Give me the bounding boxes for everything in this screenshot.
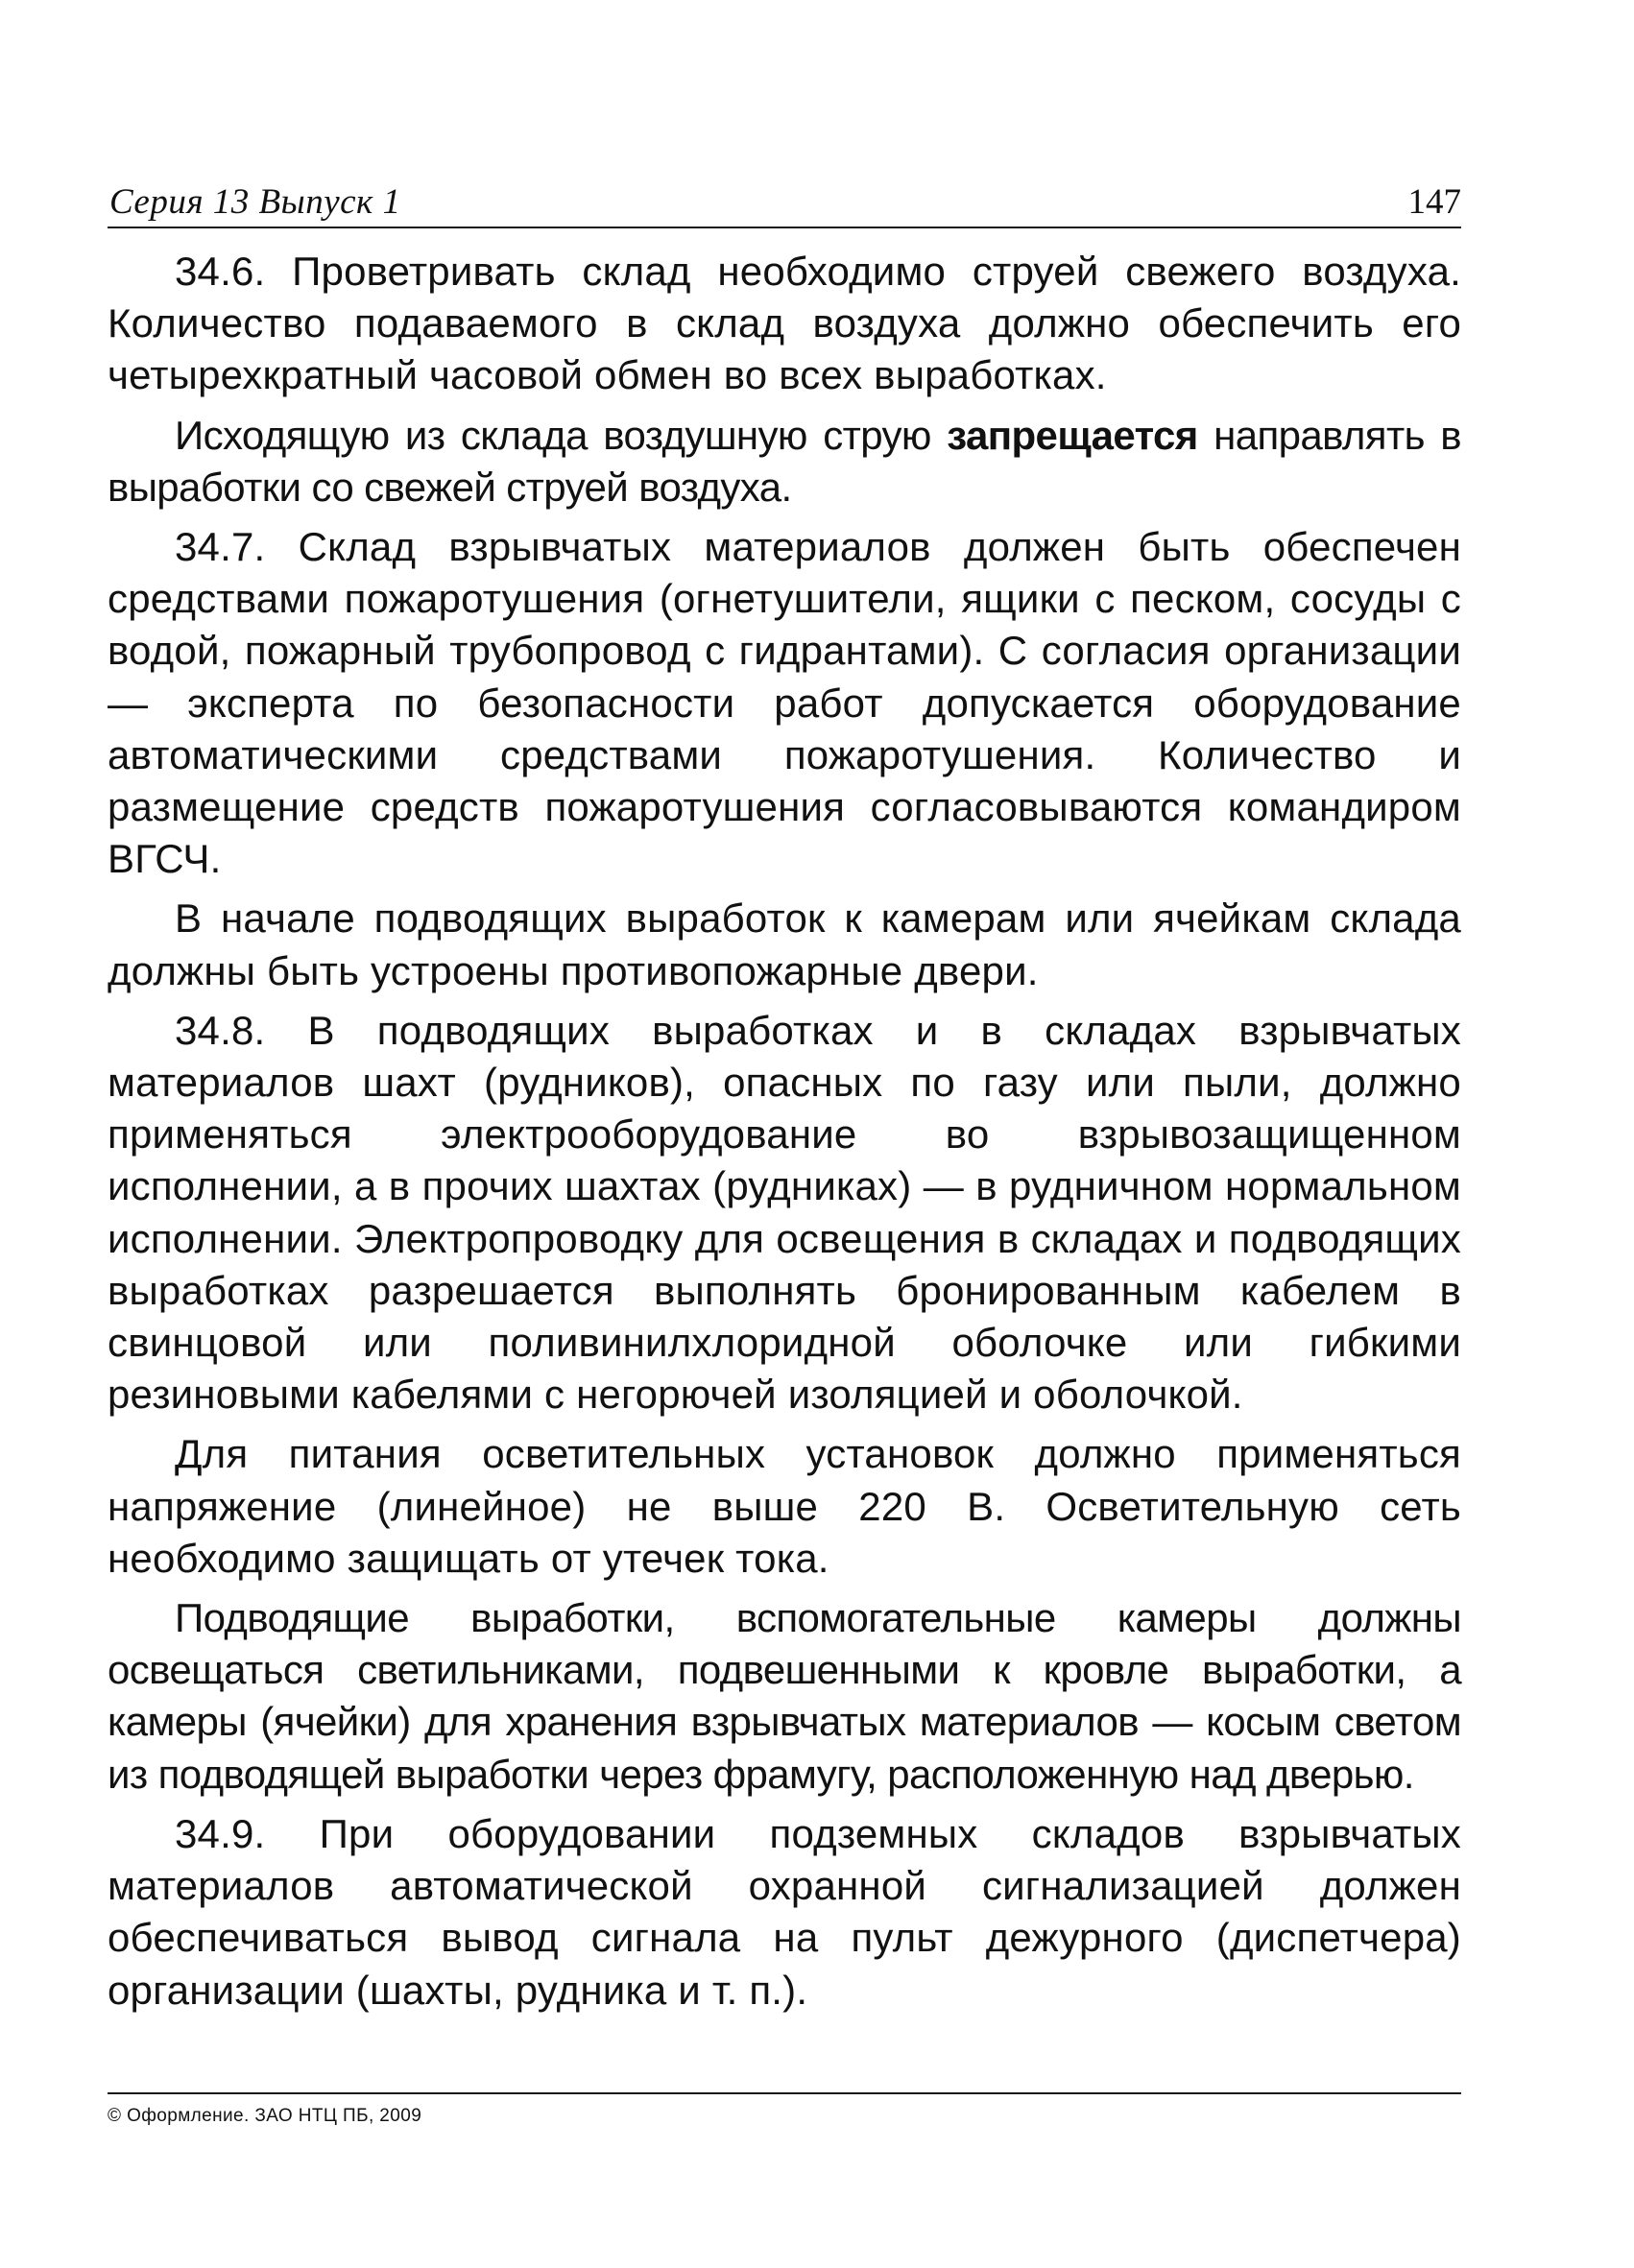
body-text	[108, 246, 1461, 2017]
page-content	[108, 173, 1461, 2024]
paragraph-lighting-fixtures: Подводящие выработки, вспомогательные камеры должны освещаться светильниками, подвешенными к кровле выработки, а камеры (ячейки) для хранения взрывчатых материалов — косым светом из подводящей выработки через фрамугу, расположенную над дверью.	[108, 1595, 1461, 1797]
paragraph-text: направлять в выработки со свежей струей воздуха.	[108, 412, 1461, 510]
running-title: Серия 13 Выпуск 1	[109, 182, 401, 222]
paragraph-exhaust-air	[108, 410, 1461, 513]
paragraph-lighting-voltage: Для питания осветительных установок должно применяться напряжение (линейное) не выше 220 В. Осветительную сеть необходимо защищать от утечек тока.	[108, 1431, 1461, 1581]
paragraph-34-6: 34.6. Проветривать склад необходимо струей свежего воздуха. Количество подаваемого в склад воздуха должно обеспечить его четырехкратный часовой обмен во всех выработках.	[108, 249, 1461, 398]
copyright-notice: © Оформление. ЗАО НТЦ ПБ, 2009	[108, 2106, 422, 2126]
page-footer	[108, 2092, 1461, 2127]
page-number: 147	[1407, 182, 1461, 222]
paragraph-34-9: 34.9. При оборудовании подземных складов взрывчатых материалов автоматической охранной сигнализацией должен обеспечиваться вывод сигнала на пульт дежурного (диспетчера) организации (шахты, рудника и т. п.).	[108, 1810, 1461, 2013]
paragraph-text: Исходящую из склада воздушную струю	[175, 412, 948, 458]
paragraph-34-7: 34.7. Склад взрывчатых материалов должен быть обеспечен средствами пожаротушения (огнетушители, ящики с песком, сосуды с водой, пожарный трубопровод с гидрантами). С согласия организации — эксперта по безопасности работ допускается оборудование автоматическими средствами пожаротушения. Количество и размещение средств пожаротушения согласовываются командиром ВГСЧ.	[108, 524, 1461, 882]
paragraph-fire-doors: В начале подводящих выработок к камерам или ячейкам склада должны быть устроены противопожарные двери.	[108, 895, 1461, 993]
running-header	[108, 173, 1461, 228]
emphasis-prohibited: запрещается	[947, 412, 1198, 458]
paragraph-34-8: 34.8. В подводящих выработках и в складах взрывчатых материалов шахт (рудников), опасных по газу или пыли, должно применяться электрооборудование во взрывозащищенном исполнении, а в прочих шахтах (рудниках) — в рудничном нормальном исполнении. Электропроводку для освещения в складах и подводящих выработках разрешается выполнять бронированным кабелем в свинцовой или поливинилхлоридной оболочке или гибкими резиновыми кабелями с негорючей изоляцией и оболочкой.	[108, 1007, 1461, 1418]
